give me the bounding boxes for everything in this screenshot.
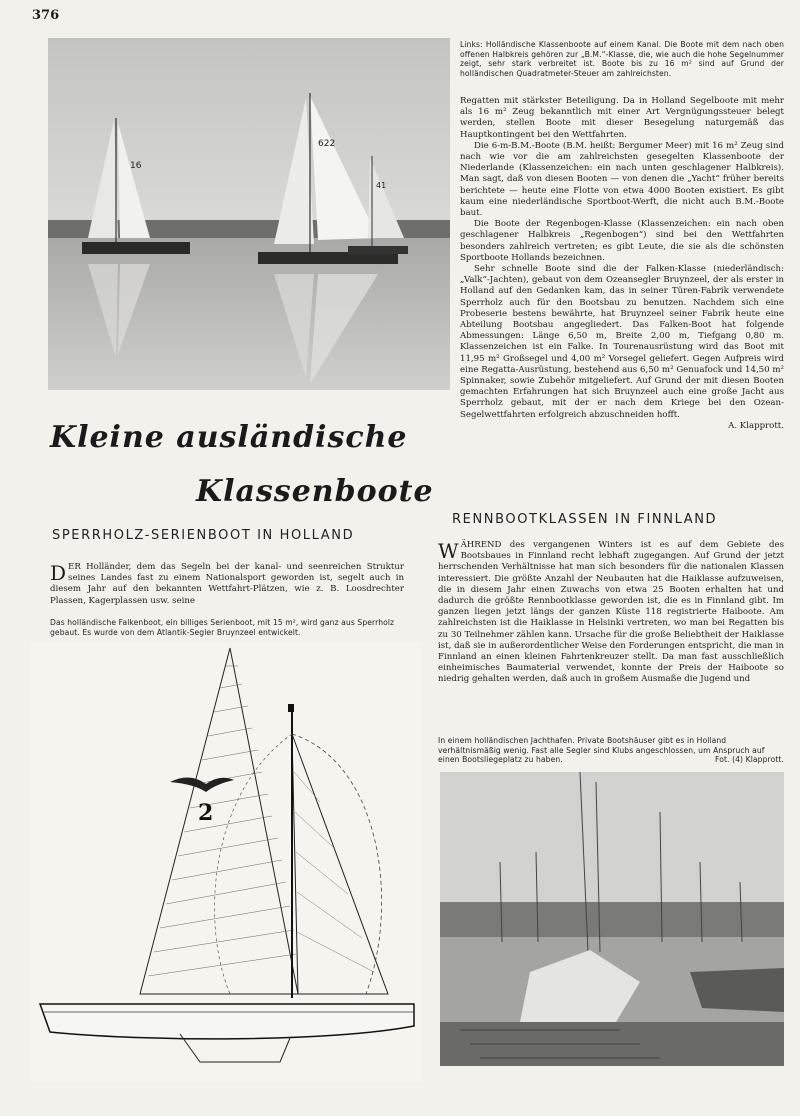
sail-number: 2 [198, 800, 214, 826]
sail-number-1: 16 [130, 161, 142, 171]
holland-text-body: ER Holländer, dem das Segeln bei der kanal- und seenreichen Struktur seines Landes fast zu einem Nationalsport geworden ist, segelt auch in diesem Jahr auf den bekannten Wettfahrt-Plätzen, wie z. B. Loosdrechter Plassen, Kagerplassen usw. seine [50, 562, 404, 606]
harbor-caption-text: In einem holländischen Jachthafen. Private Bootshäuser gibt es in Holland verhältnismäßig wenig. Fast alle Segler sind Klubs angeschlossen, um Anspruch auf einen Bootsliegeplatz zu haben. [438, 736, 765, 765]
sail-number-2: 622 [318, 139, 336, 149]
section-heading-holland: SPERRHOLZ-SERIENBOOT IN HOLLAND [52, 528, 355, 543]
harbor-illustration [440, 772, 784, 1066]
canal-boats-illustration [48, 38, 450, 390]
finnland-text-body: ÄHREND des vergangenen Winters ist es auf dem Gebiete des Bootsbaues in Finnland recht lebhaft zugegangen. Auf Grund der jetzt herrschenden Verhältnisse hat man sich besonders für die nationalen Klassen interessiert. Die größte Anzahl der Neubauten hat die Haiklasse aufzuweisen, die in diesem Jahr einen Zuwachs von etwa 25 Booten erhalten hat und dadurch die größte Rennbootklasse geworden ist, die es in Finnland gibt. Im ganzen liegen jetzt längs der ganzen Küste 118 registrierte Haiboote. Am zahlreichsten ist die Haiklasse in Helsinki vertreten, wo man bei Regatten bis zu 30 Teilnehmer zählen kann. Ursache für die große Beliebtheit der Haiklasse ist, daß sie in außerordentlicher Weise den Forderungen entspricht, die man in Finnland an einen kleinen Fahrtenkreuzer stellt. Da man fast ausschließlich einheimisches Baumaterial verwendet, konnte der Preis der Haiboote so niedrig gehalten werden, daß auch in großem Ausmaße die Jugend und [438, 540, 784, 685]
holland-intro-text [50, 562, 404, 607]
article-title-line1: Kleine ausländische [50, 420, 408, 455]
paragraph: Die Boote der Regenbogen-Klasse (Klassenzeichen: ein nach oben geschlagener Halbkreis „Regenbogen“) sind bei den Wettfahrten besonders zahlreich vertreten; es gibt Leute, die sie als die schönsten Sportboote Hollands bezeichnen. [460, 219, 784, 263]
top-photo-caption: Links: Holländische Klassenboote auf einem Kanal. Die Boote mit dem nach oben offenen Halbkreis gehören zur „B.M.“-Klasse, die, wie auch die hohe Segelnummer zeigt, sehr stark verbreitet ist. Boote bis zu 16 m² sind auf Grund der holländischen Quadratmeter-Steuer am zahlreichsten. [460, 40, 784, 78]
paragraph: Die 6-m-B.M.-Boote (B.M. heißt: Bergumer Meer) mit 16 m² Zeug sind nach wie vor die am zahlreichsten gesegelten Klassenboote der Niederlande (Klassenzeichen: ein nach unten geschlagener Halbkreis). Man sagt, daß von diesen Booten — von denen die „Yacht“ früher bereits berichtete — heute eine Flotte von etwa 4000 Booten existiert. Es gibt kaum eine niederländische Sportboot-Werft, die nicht auch B.M.-Boote baut. [460, 140, 784, 219]
section-heading-finnland: RENNBOOTKLASSEN IN FINNLAND [452, 512, 718, 527]
dropcap: D [50, 561, 67, 585]
drawing-caption: Das holländische Falkenboot, ein billiges Serienboot, mit 15 m², wird ganz aus Sperrholz gebaut. Es wurde von dem Atlantik-Segler Bruynzeel entwickelt. [50, 618, 395, 637]
falkenboot-drawing [30, 642, 422, 1082]
canal-boats-photo [48, 38, 450, 390]
author-signature: A. Klapprott. [728, 420, 784, 431]
finnland-article-text [438, 540, 784, 686]
photo-credit: Fot. (4) Klapprott. [715, 755, 784, 765]
harbor-photo-caption [438, 736, 784, 765]
falkenboot-line-drawing [30, 642, 422, 1082]
paragraph: Regatten mit stärkster Beteiligung. Da in Holland Segelboote mit mehr als 16 m² Zeug bekanntlich mit einer Art Vergnügungssteuer belegt werden, stellen Boote mit dieser Besegelung naturgemäß das Hauptkontingent bei den Wettfahrten. [460, 96, 784, 140]
dropcap: W [438, 539, 459, 563]
page-number: 376 [32, 8, 60, 23]
right-column-article [460, 96, 784, 432]
sail-number-3: 41 [376, 181, 387, 190]
harbor-photo [440, 772, 784, 1066]
article-title-line2: Klassenboote [196, 474, 434, 509]
paragraph: Sehr schnelle Boote sind die der Falken-Klasse (niederländisch: „Valk“-Jachten), gebaut von dem Ozeansegler Bruynzeel, der als erster in Holland auf den Gedanken kam, das in seiner Türen-Fabrik verwendete Sperrholz auch für den Bootsbau zu benutzen. Nachdem sich eine Probeserie bestens bewährte, hat Bruynzeel seiner Fabrik heute eine Abteilung Bootsbau angegliedert. Das Falken-Boot hat folgende Abmessungen: Länge 6,50 m, Breite 2,00 m, Tiefgang 0,80 m. Klassenzeichen ist ein Falke. In Tourenausrüstung wird das Boot mit 11,95 m² Großsegel und 4,00 m² Vorsegel geliefert. Gegen Aufpreis wird eine Regatta-Ausrüstung, bestehend aus 6,50 m² Genuafock und 14,50 m² Spinnaker, sowie Zubehör mitgeliefert. Auf Grund der mit diesen Booten gemachten Erfahrungen hat sich Bruynzeel auch eine große Jacht aus Sperrholz gebaut, mit der er nach dem Kriege bei den Ozean-Segelwettfahrten erfolgreich abzuschneiden hofft. [460, 264, 784, 420]
